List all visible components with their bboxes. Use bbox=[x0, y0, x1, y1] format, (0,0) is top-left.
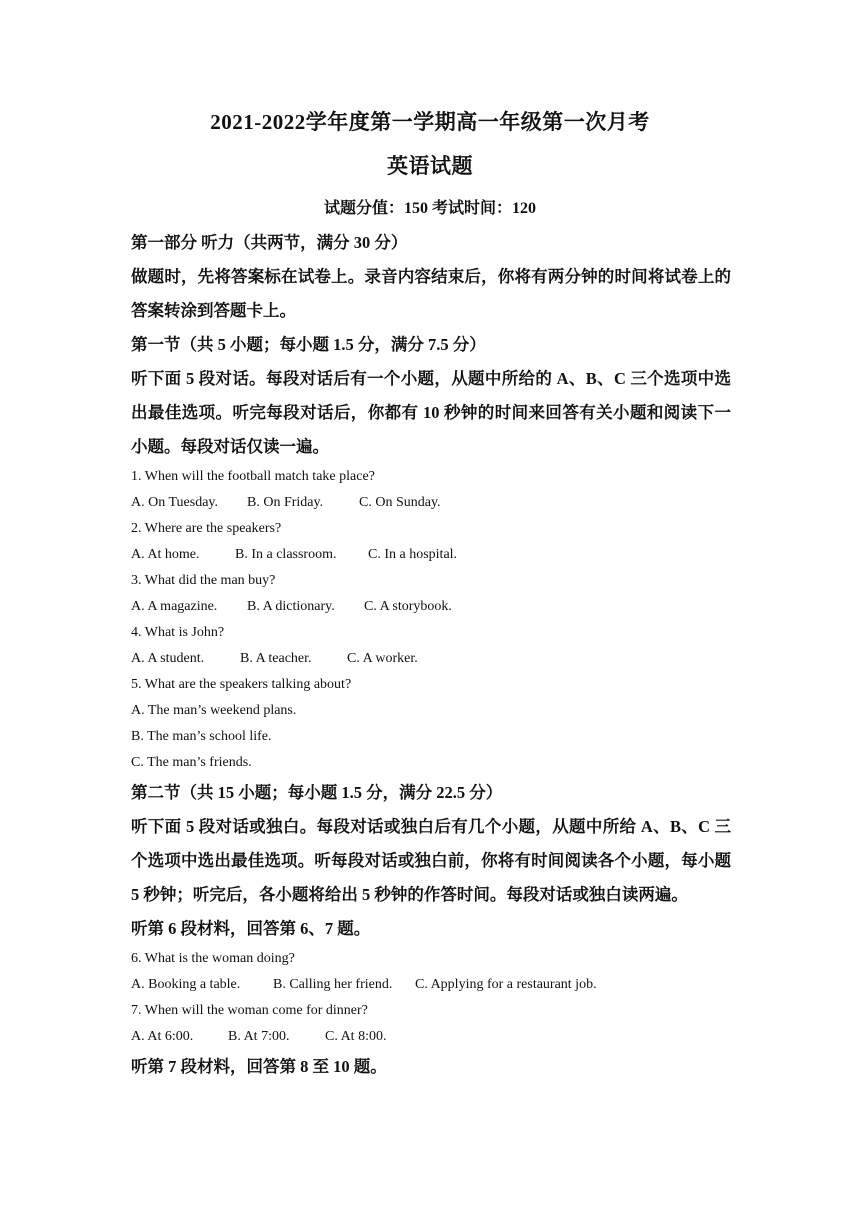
option-a: A. Booking a table. bbox=[131, 977, 241, 992]
option-c: C. At 8:00. bbox=[325, 1029, 387, 1044]
question-4-stem: 4. What is John? bbox=[131, 625, 225, 640]
question-2-stem: 2. Where are the speakers? bbox=[131, 521, 282, 536]
material-7-heading: 听第 7 段材料，回答第 8 至 10 题。 bbox=[131, 1057, 387, 1076]
part1-instruction: 做题时，先将答案标在试卷上。录音内容结束后，你将有两分钟的时间将试卷上的答案转涂到答题卡上。 bbox=[131, 267, 731, 320]
question-2-options bbox=[131, 542, 731, 568]
question-5-option-a: A. The man’s weekend plans. bbox=[131, 703, 297, 718]
option-c: C. A storybook. bbox=[364, 599, 452, 614]
question-7-options bbox=[131, 1024, 731, 1050]
question-5-stem: 5. What are the speakers talking about? bbox=[131, 677, 352, 692]
question-6-stem: 6. What is the woman doing? bbox=[131, 951, 295, 966]
question-7-stem: 7. When will the woman come for dinner? bbox=[131, 1003, 368, 1018]
option-c: C. In a hospital. bbox=[368, 547, 458, 562]
exam-content bbox=[131, 226, 731, 1084]
option-c: C. A worker. bbox=[347, 651, 418, 666]
option-c: C. Applying for a restaurant job. bbox=[415, 977, 597, 992]
question-6-options bbox=[131, 972, 731, 998]
option-b: B. On Friday. bbox=[247, 495, 324, 510]
section1-heading: 第一节（共 5 小题；每小题 1.5 分，满分 7.5 分） bbox=[131, 335, 486, 354]
question-1-stem: 1. When will the football match take place? bbox=[131, 469, 375, 484]
option-a: A. A magazine. bbox=[131, 599, 218, 614]
option-b: B. A teacher. bbox=[240, 651, 312, 666]
section2-instruction: 听下面 5 段对话或独白。每段对话或独白后有几个小题，从题中所给 A、B、C 三个选项中选出最佳选项。听每段对话或独白前，你将有时间阅读各个小题，每小题 5 秒钟；听完后，各小题将给出 5 秒钟的作答时间。每段对话或独白读两遍。 bbox=[131, 817, 731, 904]
question-3-stem: 3. What did the man buy? bbox=[131, 573, 276, 588]
option-c: C. On Sunday. bbox=[359, 495, 441, 510]
exam-title: 2021-2022学年度第一学期高一年级第一次月考 bbox=[210, 110, 650, 134]
option-a: A. A student. bbox=[131, 651, 205, 666]
option-a: A. At 6:00. bbox=[131, 1029, 194, 1044]
material-6-heading: 听第 6 段材料，回答第 6、7 题。 bbox=[131, 919, 371, 938]
option-b: B. A dictionary. bbox=[247, 599, 335, 614]
section2-heading: 第二节（共 15 小题；每小题 1.5 分，满分 22.5 分） bbox=[131, 783, 503, 802]
exam-info: 试题分值：150 考试时间：120 bbox=[323, 200, 536, 217]
option-b: B. Calling her friend. bbox=[273, 977, 393, 992]
option-a: A. On Tuesday. bbox=[131, 495, 218, 510]
option-b: B. At 7:00. bbox=[228, 1029, 290, 1044]
part1-heading: 第一部分 听力（共两节，满分 30 分） bbox=[131, 233, 408, 252]
option-a: A. At home. bbox=[131, 547, 200, 562]
question-1-options bbox=[131, 490, 731, 516]
section1-instruction: 听下面 5 段对话。每段对话后有一个小题，从题中所给的 A、B、C 三个选项中选出最佳选项。听完每段对话后，你都有 10 秒钟的时间来回答有关小题和阅读下一小题。每段对话仅读一遍。 bbox=[131, 369, 731, 456]
question-5-option-c: C. The man’s friends. bbox=[131, 755, 252, 770]
question-5-option-b: B. The man’s school life. bbox=[131, 729, 272, 744]
option-b: B. In a classroom. bbox=[235, 547, 337, 562]
exam-subject: 英语试题 bbox=[387, 154, 473, 178]
question-3-options bbox=[131, 594, 731, 620]
question-4-options bbox=[131, 646, 731, 672]
